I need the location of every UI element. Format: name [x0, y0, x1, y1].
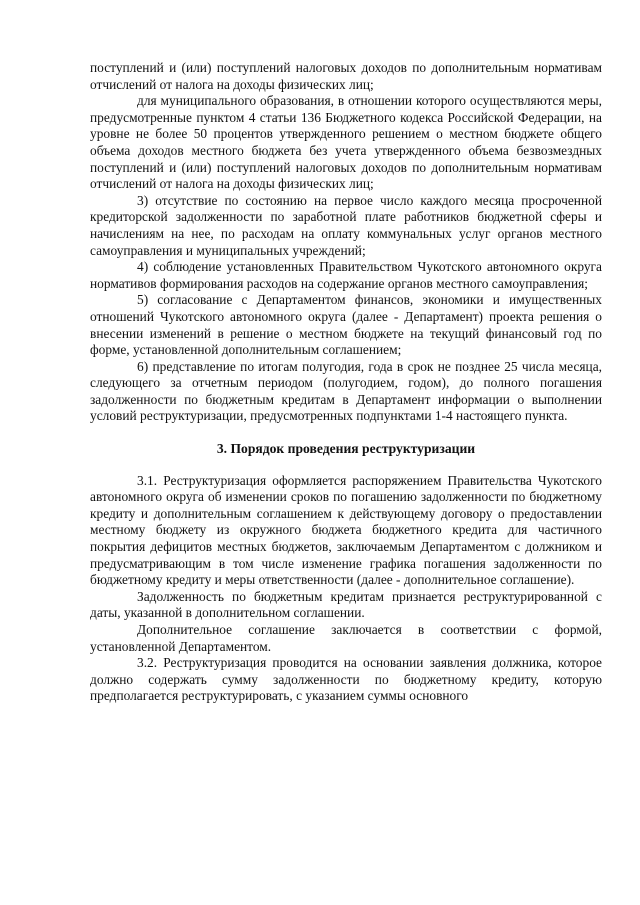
paragraph-item-5: 5) согласование с Департаментом финансов, экономики и имущественных отношений Чукотского автономного округа (далее - Департамент) проекта решения о внесении изменений в решение о местном бюджете на текущий финансовый год по форме, установленной дополнительным соглашением;: [90, 292, 602, 358]
paragraph-3-2: 3.2. Реструктуризация проводится на основании заявления должника, которое должно содержать сумму задолженности по бюджетному кредиту, которую предполагается реструктурировать, с указанием суммы основного: [90, 655, 602, 704]
paragraph-item-3: 3) отсутствие по состоянию на первое число каждого месяца просроченной кредиторской задолженности по заработной плате работников бюджетной сферы и начислениям на нее, по расходам на оплату коммунальных услуг органов местного самоуправления и муниципальных учреждений;: [90, 192, 602, 258]
paragraph-item-4: 4) соблюдение установленных Правительством Чукотского автономного округа нормативов формирования расходов на содержание органов местного самоуправления;: [90, 259, 602, 291]
paragraph-item-6: 6) представление по итогам полугодия, года в срок не позднее 25 числа месяца, следующего за отчетным периодом (полугодием, годом), до полного погашения задолженности по бюджетным кредитам в Департамент информации о выполнении условий реструктуризации, предусмотренных подпунктами 1-4 настоящего пункта.: [90, 358, 602, 424]
section-heading: 3. Порядок проведения реструктуризации: [216, 441, 476, 457]
paragraph-restructured-debt: Задолженность по бюджетным кредитам признается реструктурированной с даты, указанной в дополнительном соглашении.: [90, 588, 602, 621]
spacer: [90, 458, 602, 473]
document-page: [90, 60, 602, 705]
paragraph-municipal-condition: для муниципального образования, в отношении которого осуществляются меры, предусмотренные пунктом 4 статьи 136 Бюджетного кодекса Российской Федерации, на уровне не более 50 процентов утвержденного решением о местном бюджете общего объема доходов местного бюджета без учета утвержденного объема безвозмездных поступлений и (или) поступлений налоговых доходов по дополнительным нормативам отчислений от налога на доходы физических лиц;: [90, 93, 602, 192]
paragraph-3-1: 3.1. Реструктуризация оформляется распоряжением Правительства Чукотского автономного округа об изменении сроков по погашению задолженности по бюджетному кредиту и дополнительным соглашением к действующему договору о предоставлении местному бюджету из окружного бюджета бюджетного кредита для частичного покрытия дефицитов местных бюджетов, заключаемым Департаментом с должником и предусматривающим в том числе изменение графика погашения задолженности по бюджетному кредиту и меры ответственности (далее - дополнительное соглашение).: [90, 472, 602, 588]
paragraph-continuation-intro: поступлений и (или) поступлений налоговых доходов по дополнительным нормативам отчислений от налога на доходы физических лиц;: [90, 60, 602, 92]
paragraph-additional-agreement: Дополнительное соглашение заключается в соответствии с формой, установленной Департаментом.: [90, 622, 602, 654]
spacer: [90, 425, 602, 441]
